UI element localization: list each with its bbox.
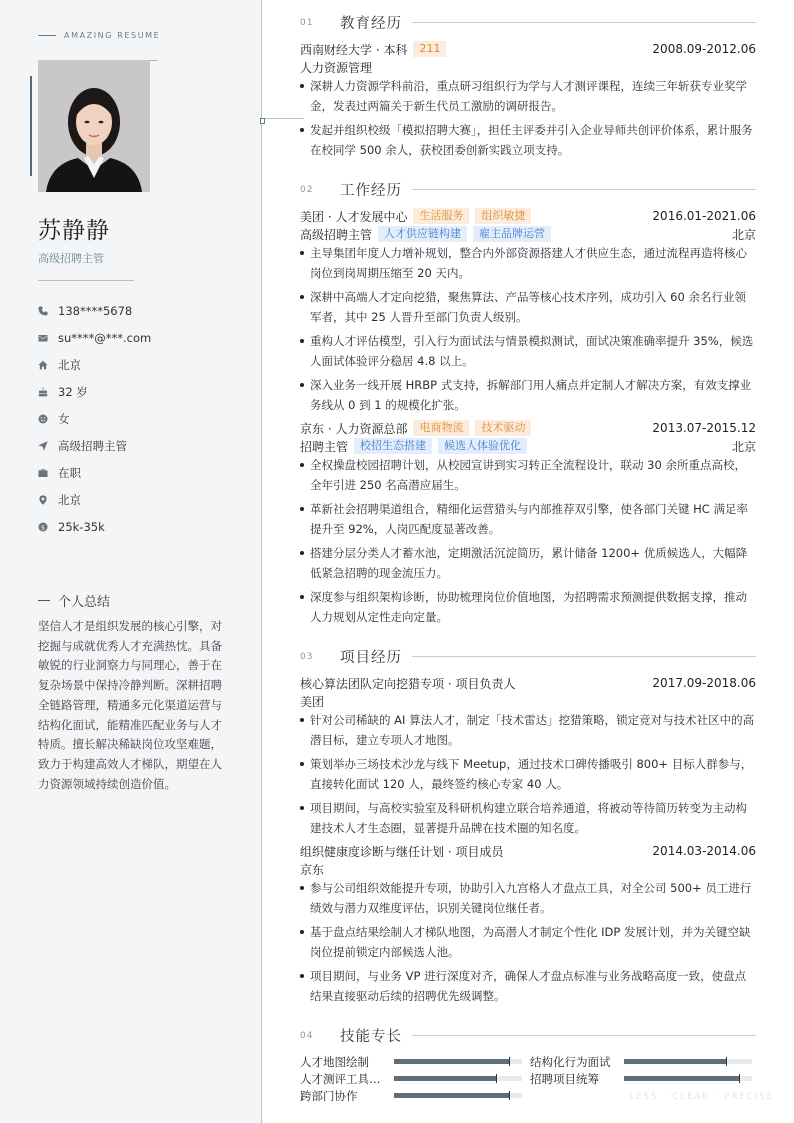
work-entry	[300, 419, 756, 631]
list-item: 主导集团年度人力增补规划，整合内外部资源搭建人才供应生态，通过流程再造将核心岗位到岗周期压缩至 20 天内。	[300, 243, 756, 283]
contact-phone-text: 138****5678	[58, 303, 133, 318]
section-rule	[412, 1035, 756, 1036]
major: 人力资源管理	[300, 60, 373, 75]
project-entry	[300, 842, 756, 1010]
list-item: 搭建分层分类人才蓄水池，定期激活沉淀简历，累计储备 1200+ 优质候选人，大幅降低紧急招聘的现金流压力。	[300, 543, 756, 583]
section-education-heading	[300, 12, 756, 33]
contact-home	[38, 351, 151, 378]
skill-bar	[394, 1076, 522, 1081]
connector-line	[262, 118, 304, 119]
list-item: 深耕人力资源学科前沿，重点研习组织行为学与人才测评课程，连续三年斩获专业奖学金，发表过两篇关于新生代员工激励的调研报告。	[300, 76, 756, 116]
work-header	[300, 419, 756, 437]
skill-bar	[394, 1093, 522, 1098]
company-tag: 组织敏捷	[475, 208, 531, 224]
company-name: 京东 · 人力资源总部	[300, 421, 408, 436]
contact-gender	[38, 405, 151, 432]
list-item: 针对公司稀缺的 AI 算法人才，制定「技术雷达」挖猎策略，锁定竞对与技术社区中的高潜目标，建立专项人才地图。	[300, 710, 756, 750]
contact-target-role-text: 高级招聘主管	[58, 438, 127, 453]
company-tag: 电商物流	[413, 420, 469, 436]
coin-icon	[38, 522, 58, 532]
skill-label: 结构化行为面试	[530, 1054, 611, 1069]
education-major-row	[300, 58, 756, 76]
connector-marker	[260, 118, 265, 124]
send-icon	[38, 441, 58, 451]
home-icon	[38, 360, 58, 370]
profile-photo	[38, 60, 150, 192]
work-entry	[300, 207, 756, 419]
list-item: 参与公司组织效能提升专项，协助引入九宫格人才盘点工具，对全公司 500+ 员工进行绩效与潜力双维度评估，识别关键岗位继任者。	[300, 878, 756, 918]
skill-bar	[394, 1059, 522, 1064]
summary-text: 坚信人才是组织发展的核心引擎，对挖掘与成就优秀人才充满热忱。具备敏锐的行业洞察力与同理心，善于在复杂场景中保持冷静判断。深耕招聘全链路管理，精通多元化渠道运营与结构化面试，能精准匹配业务与人才特质。擅长解决稀缺岗位攻坚难题，致力于构建高效人才梯队，期望在人力资源领域持续创造价值。	[38, 619, 222, 791]
divider	[38, 280, 134, 281]
work-header	[300, 207, 756, 225]
skill-bar-marker	[726, 1057, 727, 1066]
skill-label: 人才地图绘制	[300, 1054, 369, 1069]
person-icon	[38, 414, 58, 424]
list-item: 项目期间，与业务 VP 进行深度对齐，确保人才盘点标准与业务战略高度一致，使盘点结果直接驱动后续的招聘优先级调整。	[300, 966, 756, 1006]
section-rule	[412, 656, 756, 657]
skill-bar-fill	[394, 1059, 509, 1064]
project-header	[300, 842, 756, 860]
contact-status-text: 在职	[58, 465, 81, 480]
project-entry	[300, 674, 756, 842]
skill-label: 招聘项目统筹	[530, 1071, 599, 1086]
skill-item	[300, 1053, 522, 1070]
contact-salary	[38, 513, 151, 540]
brand	[38, 31, 160, 40]
contact-target-role	[38, 432, 151, 459]
skill-bar	[624, 1059, 752, 1064]
list-item: 革新社会招聘渠道组合，精细化运营猎头与内部推荐双引擎，使各部门关键 HC 满足率提升至 92%，人岗匹配度显著改善。	[300, 499, 756, 539]
contact-age-text: 32 岁	[58, 384, 88, 399]
skill-bar	[624, 1076, 752, 1081]
section-rule	[412, 189, 756, 190]
work-date: 2013.07-2015.12	[652, 421, 756, 435]
school-name: 西南财经大学 · 本科	[300, 42, 408, 57]
role-tag: 候选人体验优化	[438, 438, 527, 454]
skill-item	[530, 1053, 752, 1070]
cake-icon	[38, 387, 58, 397]
contact-list	[38, 297, 151, 540]
footer-watermark: LESS · CLEAR · PRECISE	[629, 1092, 774, 1102]
education-date: 2008.09-2012.06	[652, 42, 756, 56]
phone-icon	[38, 306, 58, 316]
skill-bar-fill	[394, 1093, 509, 1098]
section-title: 工作经历	[340, 183, 402, 199]
brand-text: AMAZING RESUME	[64, 31, 161, 40]
role-tag: 人才供应链构建	[378, 226, 467, 242]
role-name: 高级招聘主管	[300, 227, 373, 242]
list-item: 发起并组织校级「模拟招聘大赛」，担任主评委并引入企业导师共创评价体系，累计服务在校同学 500 余人，获校团委创新实践立项支持。	[300, 120, 756, 160]
location-pin-icon	[38, 495, 58, 505]
project-date: 2014.03-2014.06	[652, 844, 756, 858]
work-role-row	[300, 225, 756, 243]
skill-item	[530, 1070, 752, 1087]
summary-heading-text: 个人总结	[58, 595, 111, 610]
skill-bar-fill	[394, 1076, 496, 1081]
company-name: 美团 · 人才发展中心	[300, 209, 408, 224]
section-number: 02	[300, 184, 314, 195]
list-item: 策划举办三场技术沙龙与线下 Meetup，通过技术口碑传播吸引 800+ 目标人群参与，直接转化面试 120 人，最终签约核心专家 40 人。	[300, 754, 756, 794]
briefcase-icon	[38, 468, 58, 478]
project-name: 组织健康度诊断与继任计划 · 项目成员	[300, 844, 504, 859]
work-date: 2016.01-2021.06	[652, 209, 756, 223]
skill-bar-marker	[509, 1057, 510, 1066]
contact-location-text: 北京	[58, 492, 81, 507]
skill-item	[300, 1087, 522, 1104]
skill-label: 人才测评工具…	[300, 1071, 381, 1086]
project-org-row	[300, 860, 756, 878]
skill-bar-fill	[624, 1059, 726, 1064]
section-rule	[412, 22, 756, 23]
project-org-row	[300, 692, 756, 710]
role-name: 招聘主管	[300, 439, 349, 454]
work-city: 北京	[731, 439, 756, 454]
contact-gender-text: 女	[58, 411, 70, 426]
skill-bar-marker	[509, 1091, 510, 1100]
project-org: 京东	[300, 862, 325, 877]
role-tag: 校招生态搭建	[354, 438, 432, 454]
work-role-row	[300, 437, 756, 455]
portrait-illustration	[38, 60, 150, 192]
list-item: 项目期间，与高校实验室及科研机构建立联合培养通道，将被动等待简历转变为主动构建技术人才生态圈，显著提升品牌在技术圈的知名度。	[300, 798, 756, 838]
brand-divider	[38, 35, 56, 36]
contact-phone	[38, 297, 151, 324]
education-header	[300, 40, 756, 58]
section-title: 技能专长	[340, 1029, 402, 1045]
section-work-heading	[300, 179, 756, 200]
work-bullets	[300, 455, 756, 627]
project-date: 2017.09-2018.06	[652, 676, 756, 690]
contact-email-text: su****@***.com	[58, 330, 152, 345]
skill-item	[300, 1070, 522, 1087]
candidate-name: 苏静静	[38, 218, 110, 244]
skill-bar-marker	[496, 1074, 497, 1083]
list-item: 重构人才评估模型，引入行为面试法与情景模拟测试，面试决策准确率提升 35%，候选人面试体验评分稳居 4.8 以上。	[300, 331, 756, 371]
list-item: 基于盘点结果绘制人才梯队地图，为高潜人才制定个性化 IDP 发展计划，并为关键空缺岗位提前锁定内部候选人池。	[300, 922, 756, 962]
project-bullets	[300, 878, 756, 1006]
svg-text:$: $	[40, 522, 46, 531]
section-number: 04	[300, 1030, 314, 1041]
project-org: 美团	[300, 694, 325, 709]
contact-age	[38, 378, 151, 405]
list-item: 深耕中高端人才定向挖猎，聚焦算法、产品等核心技术序列，成功引入 60 余名行业领军者，其中 25 人晋升至部门负责人级别。	[300, 287, 756, 327]
section-number: 01	[300, 17, 314, 28]
avatar	[38, 60, 150, 192]
contact-location	[38, 486, 151, 513]
work-bullets	[300, 243, 756, 415]
company-tag: 生活服务	[413, 208, 469, 224]
education-entry	[300, 40, 756, 164]
work-city: 北京	[731, 227, 756, 242]
section-number: 03	[300, 651, 314, 662]
section-skills-heading	[300, 1025, 756, 1046]
contact-home-text: 北京	[58, 357, 81, 372]
mail-icon	[38, 333, 58, 343]
project-header	[300, 674, 756, 692]
skill-bar-marker	[739, 1074, 740, 1083]
contact-email	[38, 324, 151, 351]
section-title: 项目经历	[340, 650, 402, 666]
list-item: 深度参与组织架构诊断，协助梳理岗位价值地图，为招聘需求预测提供数据支撑，推动人力规划从定性走向定量。	[300, 587, 756, 627]
sidebar	[0, 0, 262, 1123]
education-bullets	[300, 76, 756, 160]
candidate-title: 高级招聘主管	[38, 252, 104, 265]
contact-salary-text: 25k-35k	[58, 519, 105, 534]
contact-status	[38, 459, 151, 486]
photo-accent-bar	[30, 76, 32, 176]
list-item: 全权操盘校园招聘计划，从校园宣讲到实习转正全流程设计，联动 30 余所重点高校，全年引进 250 名高潜应届生。	[300, 455, 756, 495]
project-bullets	[300, 710, 756, 838]
list-item: 深入业务一线开展 HRBP 式支持，拆解部门用人痛点并定制人才解决方案，有效支撑业务线从 0 到 1 的规模化扩张。	[300, 375, 756, 415]
skill-label: 跨部门协作	[300, 1088, 358, 1103]
section-title: 教育经历	[340, 16, 402, 32]
summary-heading	[38, 591, 110, 610]
section-projects-heading	[300, 646, 756, 667]
company-tag: 技术驱动	[475, 420, 531, 436]
school-tag: 211	[413, 41, 446, 57]
skill-bar-fill	[624, 1076, 739, 1081]
project-name: 核心算法团队定向挖猎专项 · 项目负责人	[300, 676, 516, 691]
summary-heading-dash	[38, 600, 50, 601]
role-tag: 雇主品牌运营	[473, 226, 551, 242]
